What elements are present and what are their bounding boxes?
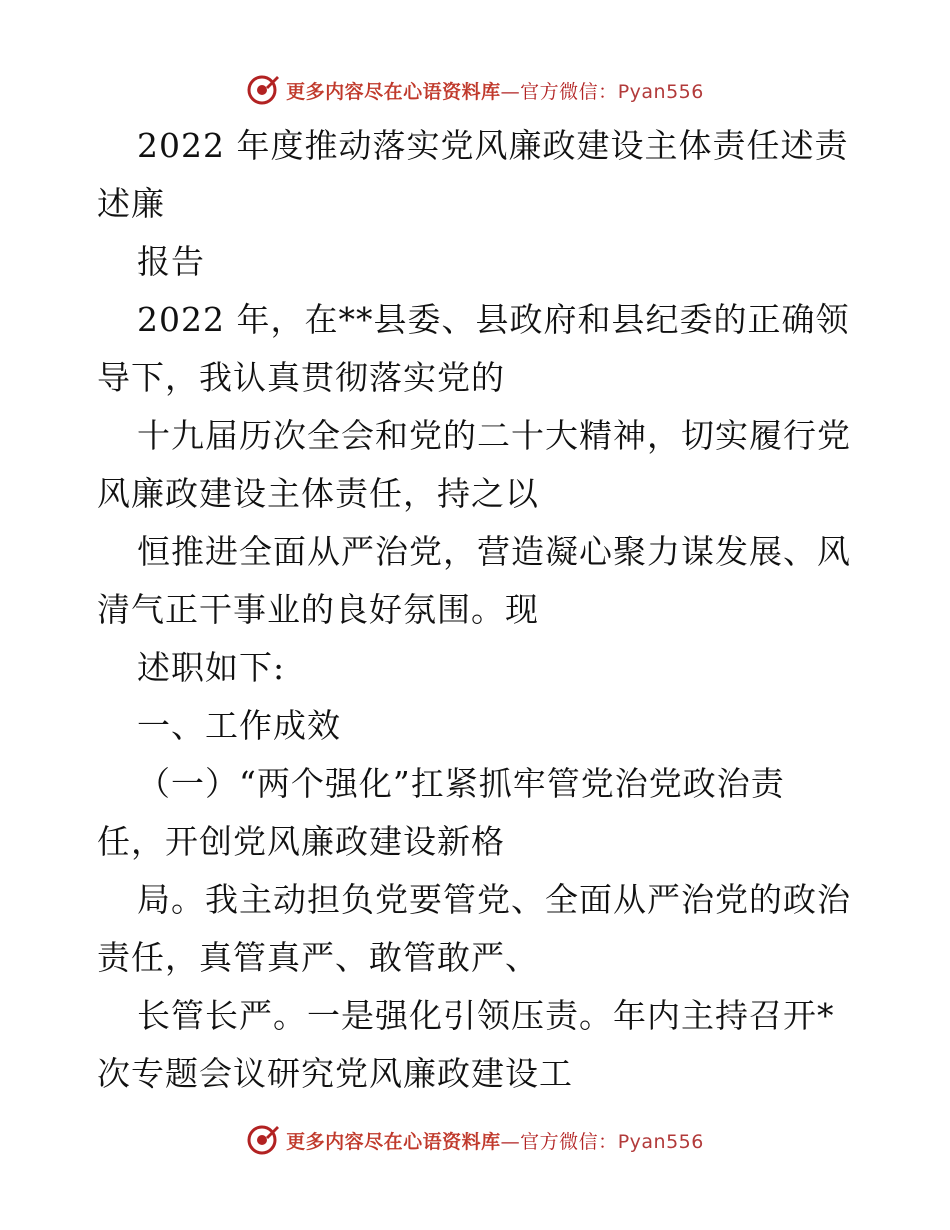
paragraph-line: 长管长严。一是强化引领压责。年内主持召开*: [137, 996, 835, 1035]
title-line-2: 述廉: [97, 184, 165, 223]
watermark-dash: —: [500, 80, 521, 103]
watermark-banner-bottom: [0, 1120, 950, 1160]
watermark-label: 官方微信：: [520, 1130, 618, 1153]
paragraph-line: 述职如下:: [137, 648, 286, 687]
watermark-dash: —: [500, 1130, 521, 1153]
paragraph-line: 2022 年，在**县委、县政府和县纪委的正确领: [137, 300, 850, 339]
subsection-heading: （一）“两个强化”扛紧抓牢管党治党政治责: [137, 764, 785, 803]
watermark-banner-top: [0, 70, 950, 110]
watermark-text: [286, 77, 704, 104]
paragraph-line: 恒推进全面从严治党，营造凝心聚力谋发展、风: [137, 532, 851, 571]
title-line-3: 报告: [137, 242, 205, 281]
paragraph-line: 局。我主动担负党要管党、全面从严治党的政治: [137, 880, 851, 919]
watermark-label: 官方微信：: [520, 80, 618, 103]
paragraph-line: 导下，我认真贯彻落实党的: [97, 358, 505, 397]
watermark-brand: 更多内容尽在心语资料库: [286, 80, 501, 103]
title-line-1: 2022 年度推动落实党风廉政建设主体责任述责: [137, 126, 849, 165]
watermark-account: Pyan556: [617, 1130, 704, 1153]
pen-logo-icon: [246, 1123, 280, 1157]
paragraph-line: 责任，真管真严、敢管敢严、: [97, 938, 539, 977]
watermark-brand: 更多内容尽在心语资料库: [286, 1130, 501, 1153]
paragraph-line: 次专题会议研究党风廉政建设工: [97, 1054, 573, 1093]
paragraph-line: 清气正干事业的良好氛围。现: [97, 590, 539, 629]
paragraph-line: 十九届历次全会和党的二十大精神，切实履行党: [137, 416, 851, 455]
watermark-text: [286, 1127, 704, 1154]
pen-logo-icon: [246, 73, 280, 107]
paragraph-line: 风廉政建设主体责任，持之以: [97, 474, 539, 513]
paragraph-line: 任，开创党风廉政建设新格: [97, 822, 505, 861]
section-heading: 一、工作成效: [137, 706, 341, 745]
document-body: [97, 117, 857, 1103]
watermark-account: Pyan556: [617, 80, 704, 103]
